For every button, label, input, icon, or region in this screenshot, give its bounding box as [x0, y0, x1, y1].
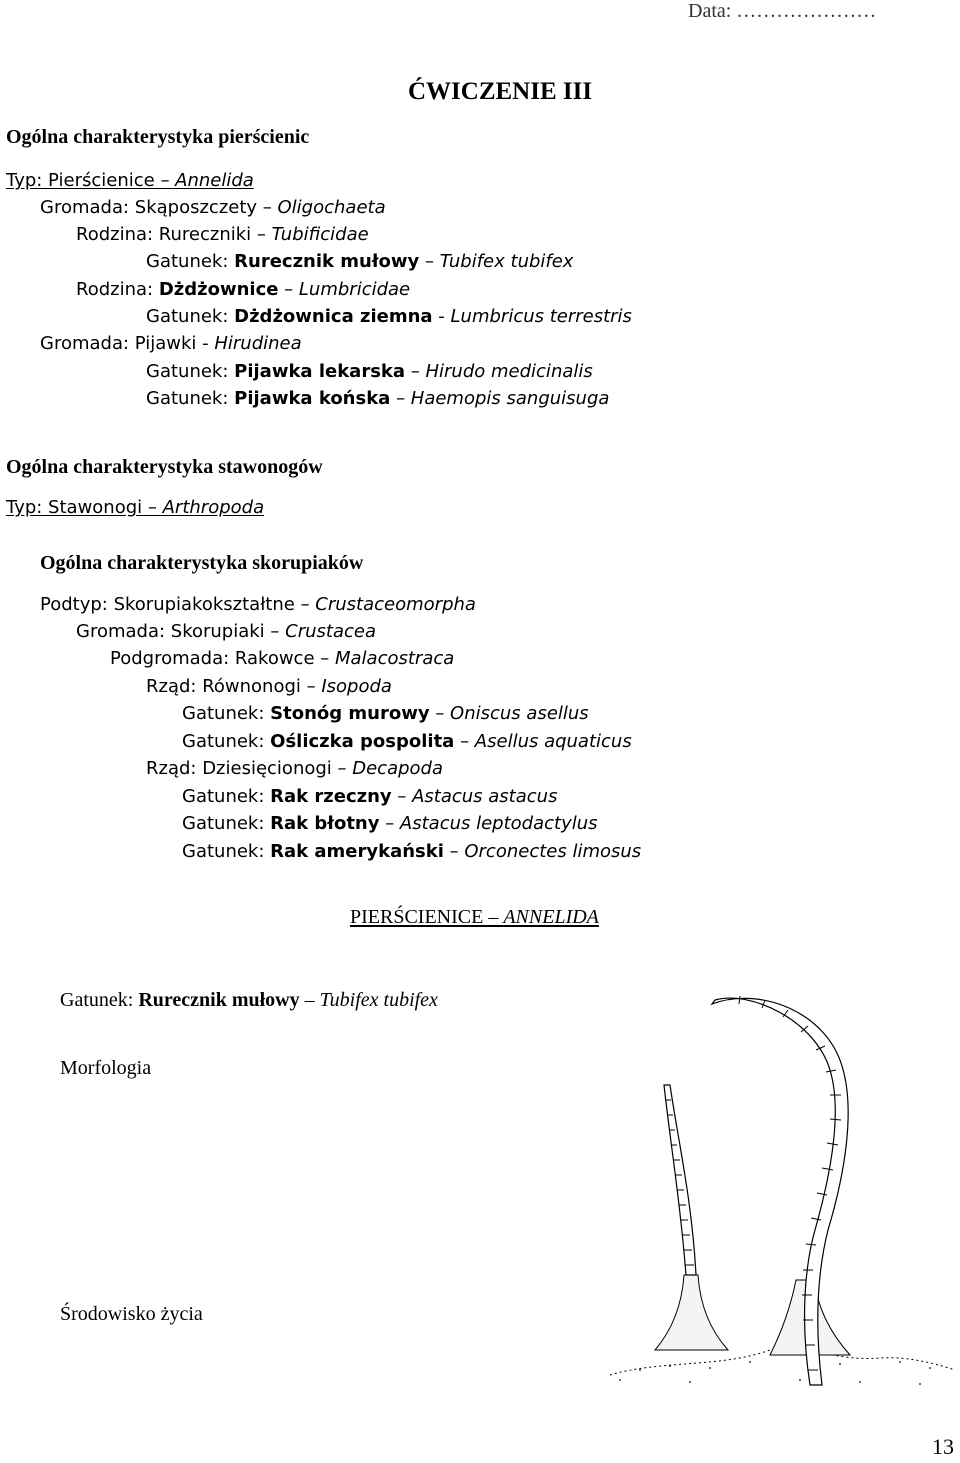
line-bold: Ośliczka pospolita: [270, 731, 455, 752]
line-text: Gatunek:: [146, 251, 235, 272]
line-bold: Pijawka lekarska: [234, 361, 406, 382]
crustacea-line-subtype: [40, 592, 476, 618]
line-text: Gromada: Pijawki -: [40, 333, 215, 354]
crustacea-heading: Ogólna charakterystyka skorupiaków: [40, 552, 364, 574]
line-sep: –: [454, 731, 475, 752]
page-number: 13: [932, 1434, 954, 1459]
line-latin: Isopoda: [321, 676, 392, 697]
line-latin: Hirudinea: [214, 333, 302, 354]
line-latin: Lumbricus terrestris: [450, 306, 632, 327]
line-text: Rodzina: Rureczniki –: [76, 224, 272, 245]
line-sep: –: [391, 786, 413, 807]
line-text: Gatunek:: [146, 361, 235, 382]
tubifex-worms-drawing-icon: [600, 990, 960, 1390]
annelida-line-family-1: [76, 222, 369, 248]
line-sep: –: [443, 841, 465, 862]
line-latin: Malacostraca: [334, 648, 455, 669]
date-field: Data: …………………: [688, 0, 877, 22]
line-bold: Rak amerykański: [270, 841, 444, 862]
line-bold: Pijawka końska: [234, 388, 391, 409]
annelida-line-class: [40, 195, 386, 221]
line-sep: –: [278, 279, 299, 300]
line-text: Gromada: Skąposzczety –: [40, 197, 278, 218]
crustacea-line-subclass: [110, 646, 454, 672]
annelida-heading: Ogólna charakterystyka pierścienic: [6, 126, 310, 148]
section-species-line: [60, 989, 438, 1012]
line-sep: –: [299, 989, 320, 1011]
habitat-label: Środowisko życia: [60, 1303, 203, 1325]
crustacea-line-species-4: [182, 811, 598, 837]
line-latin: Orconectes limosus: [464, 841, 642, 862]
line-sep: –: [390, 388, 411, 409]
line-sep: –: [405, 361, 426, 382]
crustacea-line-species-2: [182, 729, 632, 755]
annelida-line-family-2: [76, 277, 410, 303]
section-title: [350, 906, 599, 929]
crustacea-line-order-2: [146, 756, 443, 782]
line-latin: Astacus leptodactylus: [399, 813, 598, 834]
exercise-title: ĆWICZENIE III: [408, 78, 593, 105]
crustacea-line-species-3: [182, 784, 557, 810]
line-text: Gatunek:: [146, 388, 235, 409]
line-text: Typ: Pierścienice –: [6, 170, 176, 191]
line-latin: Hirudo medicinalis: [425, 361, 593, 382]
line-latin: Crustacea: [285, 621, 376, 642]
line-text: Rząd: Dziesięcionogi –: [146, 758, 353, 779]
section-title-text: PIERŚCIENICE –: [350, 906, 504, 928]
line-bold: Dżdżownica ziemna: [234, 306, 433, 327]
annelida-line-class-2: [40, 331, 302, 357]
line-latin: Arthropoda: [162, 497, 265, 518]
annelida-line-species-3: [146, 359, 593, 385]
line-latin: Haemopis sanguisuga: [410, 388, 610, 409]
line-sep: –: [419, 251, 440, 272]
crustacea-line-class: [76, 619, 376, 645]
line-text: Podtyp: Skorupiakokształtne –: [40, 594, 316, 615]
line-sep: –: [429, 703, 451, 724]
line-sep: -: [432, 306, 451, 327]
line-text: Gatunek:: [182, 813, 271, 834]
crustacea-line-species-5: [182, 839, 641, 865]
line-latin: Oligochaeta: [277, 197, 386, 218]
section-title-latin: ANNELIDA: [503, 906, 599, 928]
line-text: Gatunek:: [146, 306, 235, 327]
line-latin: Astacus astacus: [412, 786, 558, 807]
line-latin: Tubificidae: [271, 224, 369, 245]
line-bold: Rurecznik mułowy: [138, 989, 300, 1011]
line-bold: Dżdżownice: [158, 279, 279, 300]
line-bold: Rak rzeczny: [270, 786, 392, 807]
line-latin: Lumbricidae: [298, 279, 411, 300]
crustacea-line-species-1: [182, 701, 589, 727]
line-text: Gatunek:: [182, 731, 271, 752]
arthropoda-heading: Ogólna charakterystyka stawonogów: [6, 456, 323, 478]
line-text: Rodzina:: [76, 279, 159, 300]
line-sep: –: [379, 813, 400, 834]
line-bold: Rak błotny: [270, 813, 380, 834]
line-text: Gatunek:: [182, 841, 271, 862]
annelida-line-species-2: [146, 304, 632, 330]
crustacea-line-order-1: [146, 674, 392, 700]
line-text: Gatunek:: [60, 989, 139, 1011]
line-bold: Rurecznik mułowy: [234, 251, 420, 272]
line-text: Podgromada: Rakowce –: [110, 648, 335, 669]
line-text: Rząd: Równonogi –: [146, 676, 322, 697]
line-latin: Oniscus asellus: [450, 703, 589, 724]
line-text: Gromada: Skorupiaki –: [76, 621, 286, 642]
line-text: Typ: Stawonogi –: [6, 497, 163, 518]
annelida-line-species-4: [146, 386, 609, 412]
line-latin: Tubifex tubifex: [439, 251, 574, 272]
morphology-label: Morfologia: [60, 1057, 152, 1079]
line-latin: Decapoda: [352, 758, 444, 779]
line-latin: Crustaceomorpha: [315, 594, 476, 615]
arthropoda-type-line: [6, 495, 264, 521]
line-text: Gatunek:: [182, 703, 271, 724]
line-latin: Annelida: [175, 170, 254, 191]
annelida-line-species-1: [146, 249, 573, 275]
line-latin: Asellus aquaticus: [474, 731, 632, 752]
line-bold: Stonóg murowy: [270, 703, 430, 724]
line-text: Gatunek:: [182, 786, 271, 807]
line-latin: Tubifex tubifex: [319, 989, 438, 1011]
annelida-line-type: [6, 168, 254, 194]
